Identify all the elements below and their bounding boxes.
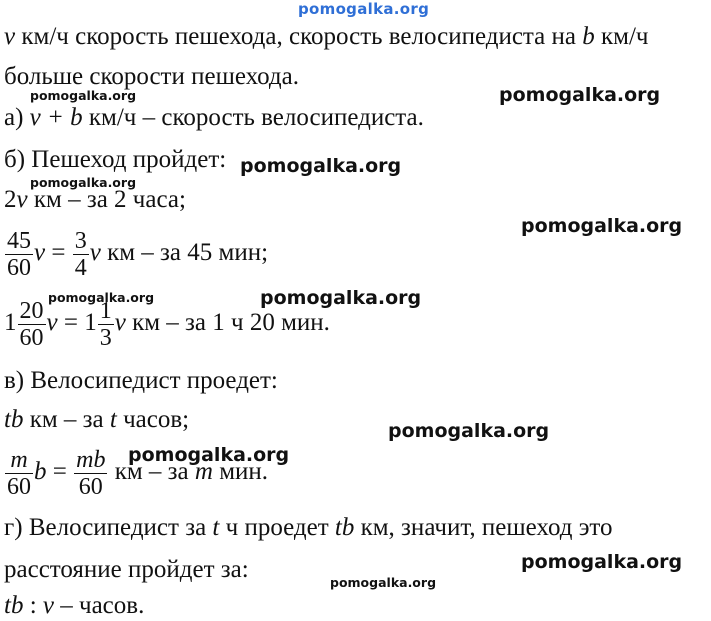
numerator: 45 — [7, 228, 31, 254]
variable-v: v — [89, 239, 101, 267]
fraction-1-3 — [98, 298, 114, 351]
variable-b: b — [582, 23, 595, 50]
variable-v: v — [42, 592, 55, 619]
variable-v: v — [4, 23, 16, 50]
fraction-45-60 — [5, 228, 33, 281]
variable-v: v — [34, 239, 46, 267]
line-11-mid: ч проедет — [219, 514, 335, 541]
top-watermark: pomogalka.org — [298, 0, 430, 18]
denominator: 60 — [7, 255, 31, 281]
watermark-small: pomogalka.org — [30, 175, 137, 190]
text-line-11 — [4, 513, 613, 543]
line-5-suffix: км – за 2 часа; — [27, 186, 186, 213]
expression-tb: tb — [4, 406, 24, 433]
watermark-small: pomogalka.org — [330, 575, 437, 590]
text-line-3 — [4, 103, 424, 133]
equals-sign: = — [45, 239, 72, 267]
fraction-m-60 — [5, 447, 33, 500]
watermark-large: pomogalka.org — [521, 551, 683, 573]
coefficient: 2 — [4, 186, 17, 213]
variable-v: v — [16, 186, 28, 213]
denominator: 60 — [78, 474, 103, 500]
line-3-suffix: км/ч – скорость велосипедиста. — [82, 104, 424, 131]
text-line-12: расстояние пройдет за: — [4, 556, 249, 583]
line-1-text-a: км/ч скорость пешехода, скорость велосипедиста на — [15, 23, 583, 50]
expression-v-plus-b: v + b — [29, 104, 83, 131]
text-line-1 — [4, 22, 649, 52]
equals-sign: = — [46, 458, 74, 486]
text-line-4: б) Пешеход пройдет: — [4, 146, 227, 173]
item-a-prefix: а) — [4, 104, 30, 131]
denominator: 60 — [7, 474, 31, 500]
text-line-9 — [4, 405, 189, 435]
watermark-large: pomogalka.org — [260, 287, 422, 309]
watermark-large: pomogalka.org — [388, 420, 550, 442]
division-sign: : — [23, 592, 43, 619]
variable-v: v — [114, 309, 126, 337]
watermark-large: pomogalka.org — [240, 155, 402, 177]
variable-t: t — [109, 406, 117, 433]
text-line-8: в) Велосипедист проедет: — [4, 367, 278, 394]
denominator: 4 — [74, 255, 87, 281]
text-line-6 — [4, 228, 268, 281]
variable-v: v — [46, 309, 58, 337]
line-7-suffix: км – за 1 ч 20 мин. — [125, 309, 330, 337]
numerator: 3 — [74, 228, 87, 254]
text-line-2: больше скорости пешехода. — [4, 63, 299, 90]
variable-m: m — [194, 458, 213, 486]
fraction-20-60 — [18, 298, 46, 351]
text-line-13 — [4, 591, 144, 621]
watermark-small: pomogalka.org — [30, 88, 137, 103]
line-13-suffix: – часов. — [54, 592, 145, 619]
line-9-suffix: часов; — [116, 406, 190, 433]
expression-tb: tb — [334, 514, 355, 541]
numerator: 20 — [19, 298, 44, 324]
denominator: 60 — [19, 325, 44, 351]
watermark-large: pomogalka.org — [499, 84, 661, 106]
whole-part: 1 — [4, 309, 17, 337]
watermark-small: pomogalka.org — [48, 290, 155, 305]
denominator: 3 — [99, 325, 112, 351]
line-10-suffix: мин. — [212, 458, 269, 486]
fraction-mb-60 — [74, 447, 107, 500]
item-g-prefix: г) Велосипедист за — [4, 514, 213, 541]
expression-tb: tb — [4, 592, 24, 619]
variable-t: t — [212, 514, 220, 541]
fraction-3-4 — [73, 228, 89, 281]
numerator: m — [5, 447, 33, 474]
watermark-large: pomogalka.org — [521, 215, 683, 237]
line-11-suffix: км, значит, пешеход это — [354, 514, 613, 541]
line-10-mid: км – за — [108, 458, 195, 486]
watermark-large: pomogalka.org — [128, 444, 290, 466]
line-1-text-b: км/ч — [594, 23, 649, 50]
numerator: mb — [76, 447, 106, 473]
equals-sign: = 1 — [57, 309, 97, 337]
numerator: 1 — [99, 298, 112, 324]
variable-b: b — [34, 458, 47, 486]
line-9-mid: км – за — [23, 406, 110, 433]
line-6-suffix: км – за 45 мин; — [100, 239, 269, 267]
